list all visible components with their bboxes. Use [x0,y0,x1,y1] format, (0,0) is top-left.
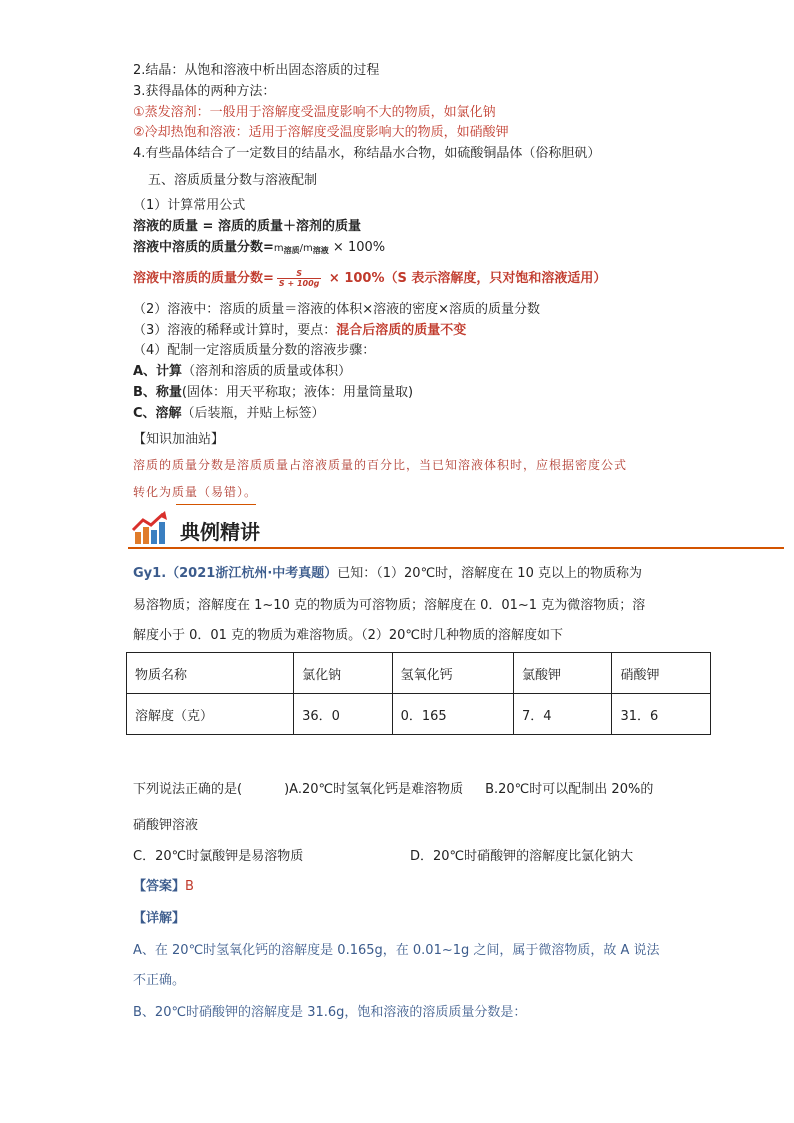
step-a-text: （溶剂和溶质的质量或体积） [182,364,352,379]
option-a: )A.20℃时氢氧化钙是难溶物质 [284,782,464,797]
dilution-lead: （3）溶液的稀释或计算时，要点： [133,323,337,338]
solubility-table [126,652,711,735]
option-c: C．20℃时氯酸钾是易溶物质 [133,849,304,864]
table-row [127,694,711,735]
question-source: （2021浙江杭州·中考真题） [166,566,338,581]
formula-m1: m [273,243,284,254]
formula-mass-fraction-lead: 溶液中溶质的质量分数= [133,240,274,255]
question-id: Gy1. [133,566,167,581]
text-line-two-methods: 3.获得晶体的两种方法： [133,84,276,99]
option-d: D．20℃时硝酸钾的溶解度比氯化钠大 [410,849,634,864]
text-line-dilution [133,322,466,340]
options-line-2: 硝酸钾溶液 [133,818,199,833]
step-b-text: (固体：用天平称取；液体：用量筒量取) [181,385,414,400]
question-line-1 [133,565,642,583]
formula-saturated-tail: × 100%（S 表示溶解度，只对饱和溶液适用） [324,271,607,286]
section-title: 典例精讲 [180,520,260,544]
table-cell: 氯化钠 [294,653,393,694]
step-a [133,363,351,381]
formula-solution-mass: 溶液的质量 = 溶质的质量＋溶剂的质量 [133,219,361,234]
formula-saturated-fraction [133,269,606,288]
table-cell: 36．0 [294,694,393,735]
question-line-2: 易溶物质；溶解度在 1~10 克的物质为可溶物质；溶解度在 0．01~1 克为微溶物质；溶 [133,598,646,613]
fraction-numerator: S [277,269,321,279]
text-line-steps: （4）配制一定溶质质量分数的溶液步骤： [133,343,376,358]
table-cell: 7．4 [513,694,612,735]
formula-mass-fraction [133,239,385,260]
text-line-density: （2）溶液中：溶质的质量＝溶液的体积×溶液的密度×溶质的质量分数 [133,302,541,317]
header-rule [128,547,784,549]
formula-saturated-lead: 溶液中溶质的质量分数= [133,271,274,286]
detail-b-line: B、20℃时硝酸钾的溶解度是 31.6g，饱和溶液的溶质质量分数是： [133,1005,527,1020]
options-lead: 下列说法正确的是( [133,782,243,797]
answer-line [133,878,194,896]
formula-slash: /m [299,243,313,254]
step-c [133,405,325,423]
detail-a-line-2: 不正确。 [133,973,186,988]
table-header-row [127,653,711,694]
text-line-method-cool: ②冷却热饱和溶液：适用于溶解度受温度影响大的物质，如硝酸钾 [133,125,509,140]
table-cell: 氢氧化钙 [392,653,513,694]
table-cell: 31．6 [612,694,711,735]
header-top-rule [176,504,256,505]
detail-label: 【详解】 [133,911,186,926]
fraction-denominator: S + 100g [278,279,320,288]
table-cell: 物质名称 [127,653,294,694]
section-heading-5: 五、溶质质量分数与溶液配制 [148,173,318,188]
formula-sub-solution: 溶液 [312,246,329,255]
question-line-3: 解度小于 0．01 克的物质为难溶物质。（2）20℃时几种物质的溶解度如下 [133,628,563,643]
growth-chart-icon [131,510,171,546]
table-cell: 0．165 [392,694,513,735]
formula-sub-solute: 溶质 [283,246,300,255]
formula-fraction [277,269,321,288]
option-b: B.20℃时可以配制出 20%的 [485,782,654,797]
question-text-1: 已知：（1）20℃时，溶解度在 10 克以上的物质称为 [337,566,642,581]
text-line-formula-intro: （1）计算常用公式 [133,198,246,213]
answer-label: 【答案】 [133,879,186,894]
table-cell: 硝酸钾 [612,653,711,694]
text-line-crystallization: 2.结晶：从饱和溶液中析出固态溶质的过程 [133,63,380,78]
table-cell: 氯酸钾 [513,653,612,694]
detail-a-line-1: A、在 20℃时氢氧化钙的溶解度是 0.165g，在 0.01~1g 之间，属于微溶物质，故 A 说法 [133,943,660,958]
dilution-key-point: 混合后溶质的质量不变 [336,323,467,338]
step-b [133,384,413,402]
tip-line-2: 转化为质量（易错）。 [133,485,258,499]
answer-value: B [185,879,194,894]
tip-title: 【知识加油站】 [133,432,225,447]
text-line-method-evaporate: ①蒸发溶剂：一般用于溶解度受温度影响不大的物质，如氯化钠 [133,105,496,120]
table-cell: 溶解度（克） [127,694,294,735]
step-b-label: B、称量 [133,385,182,400]
step-c-label: C、溶解 [133,406,182,421]
text-line-hydrate: 4.有些晶体结合了一定数目的结晶水，称结晶水合物，如硫酸铜晶体（俗称胆矾） [133,146,601,161]
tip-line-1: 溶质的质量分数是溶质质量占溶液质量的百分比，当已知溶液体积时，应根据密度公式 [133,458,628,472]
formula-percent: × 100% [328,240,386,255]
step-a-label: A、计算 [133,364,183,379]
step-c-text: （后装瓶，并贴上标签） [181,406,325,421]
options-line-1 [133,781,653,799]
